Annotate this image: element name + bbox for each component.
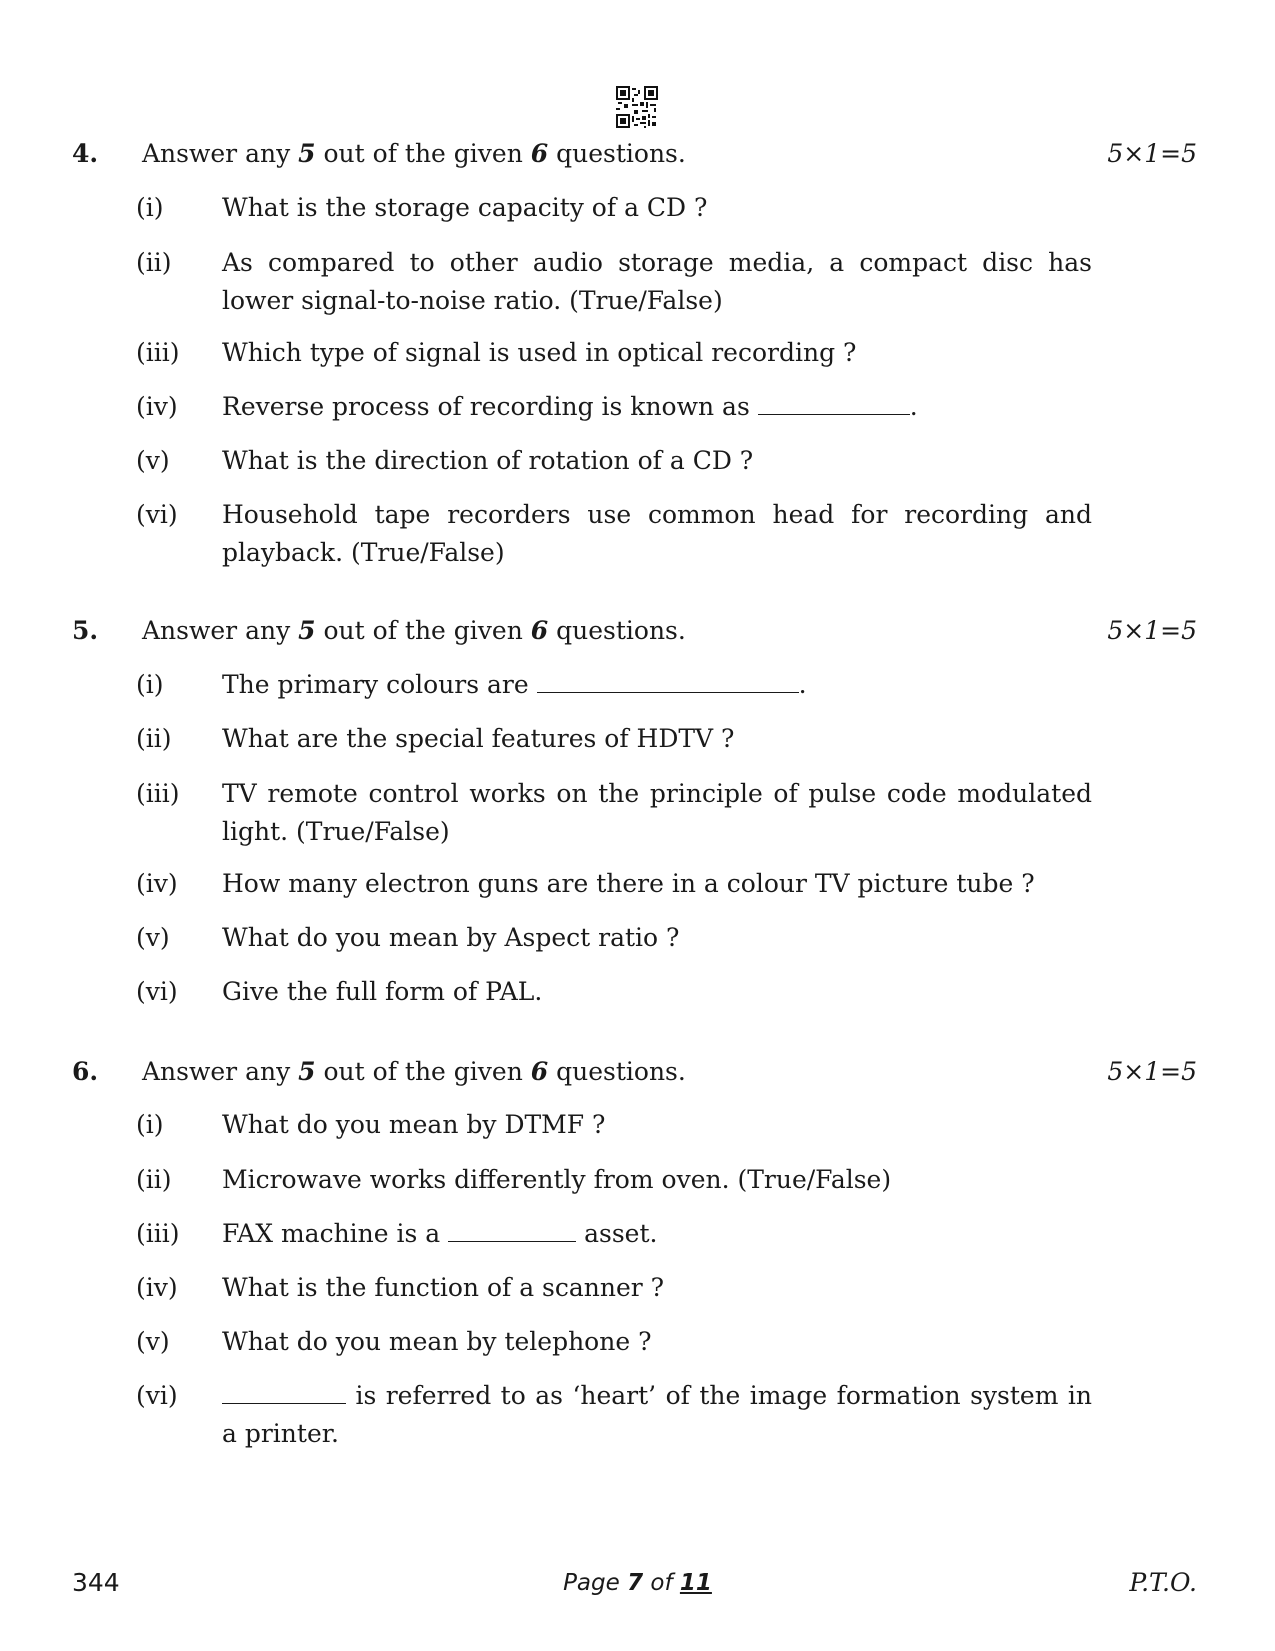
item-text: What do you mean by telephone ?: [222, 1327, 652, 1356]
item-number: (iv): [136, 1273, 178, 1302]
item-text: Reverse process of recording is known as .: [222, 388, 1134, 426]
item-number: (i): [136, 670, 164, 699]
item-number: (v): [136, 446, 170, 475]
item-number: (vi): [136, 1381, 178, 1410]
item-text: TV remote control works on the principle of pulse code modulated light. (True/False): [222, 779, 1092, 846]
page-indicator: Page 7 of 11: [563, 1570, 712, 1596]
item-text: Which type of signal is used in optical recording ?: [222, 338, 857, 367]
paper-code: 344: [72, 1568, 120, 1597]
item-number: (iii): [136, 1219, 180, 1248]
item-text: How many electron guns are there in a colour TV picture tube ?: [222, 869, 1035, 898]
item-text: FAX machine is a asset.: [222, 1215, 1134, 1253]
question-instruction: Answer any 5 out of the given 6 questions.: [142, 139, 686, 168]
item-number: (iv): [136, 869, 178, 898]
please-turn-over: P.T.O.: [1129, 1568, 1197, 1597]
question-header: [0, 611, 1275, 651]
item-text: The primary colours are .: [222, 666, 1134, 704]
item-number: (i): [136, 1110, 164, 1139]
item-text: Microwave works differently from oven. (True/False): [222, 1165, 892, 1194]
item-number: (ii): [136, 724, 172, 753]
item-text: What is the storage capacity of a CD ?: [222, 193, 708, 222]
question-marks: 5×1=5: [1107, 616, 1197, 645]
item-text: What do you mean by Aspect ratio ?: [222, 923, 680, 952]
item-number: (v): [136, 923, 170, 952]
item-number: (iv): [136, 392, 178, 421]
item-text: What are the special features of HDTV ?: [222, 724, 735, 753]
fill-in-blank: [758, 388, 910, 415]
item-text: is referred to as ‘heart’ of the image formation system in a printer.: [222, 1377, 1092, 1453]
item-number: (vi): [136, 500, 178, 529]
item-text: Household tape recorders use common head for recording and playback. (True/False): [222, 500, 1092, 567]
item-number: (ii): [136, 1165, 172, 1194]
question-marks: 5×1=5: [1107, 139, 1197, 168]
question-instruction: Answer any 5 out of the given 6 questions.: [142, 1057, 686, 1086]
item-text: What is the function of a scanner ?: [222, 1273, 665, 1302]
fill-in-blank: [448, 1215, 576, 1242]
item-number: (ii): [136, 248, 172, 277]
question-number: 6.: [72, 1057, 99, 1086]
item-number: (v): [136, 1327, 170, 1356]
item-text: Give the full form of PAL.: [222, 977, 543, 1006]
question-header: [0, 134, 1275, 174]
item-number: (i): [136, 193, 164, 222]
item-number: (iii): [136, 338, 180, 367]
question-number: 4.: [72, 139, 99, 168]
question-marks: 5×1=5: [1107, 1057, 1197, 1086]
question-number: 5.: [72, 616, 99, 645]
item-number: (vi): [136, 977, 178, 1006]
item-text: As compared to other audio storage media, a compact disc has lower signal-to-noise ratio. (True/False): [222, 248, 1092, 315]
item-text: What do you mean by DTMF ?: [222, 1110, 606, 1139]
qr-code-icon: [616, 86, 658, 128]
question-instruction: Answer any 5 out of the given 6 questions.: [142, 616, 686, 645]
page-footer: [0, 1563, 1275, 1603]
fill-in-blank: [537, 666, 799, 693]
question-header: [0, 1052, 1275, 1092]
fill-in-blank: [222, 1377, 346, 1404]
item-number: (iii): [136, 779, 180, 808]
item-text: What is the direction of rotation of a CD ?: [222, 446, 754, 475]
